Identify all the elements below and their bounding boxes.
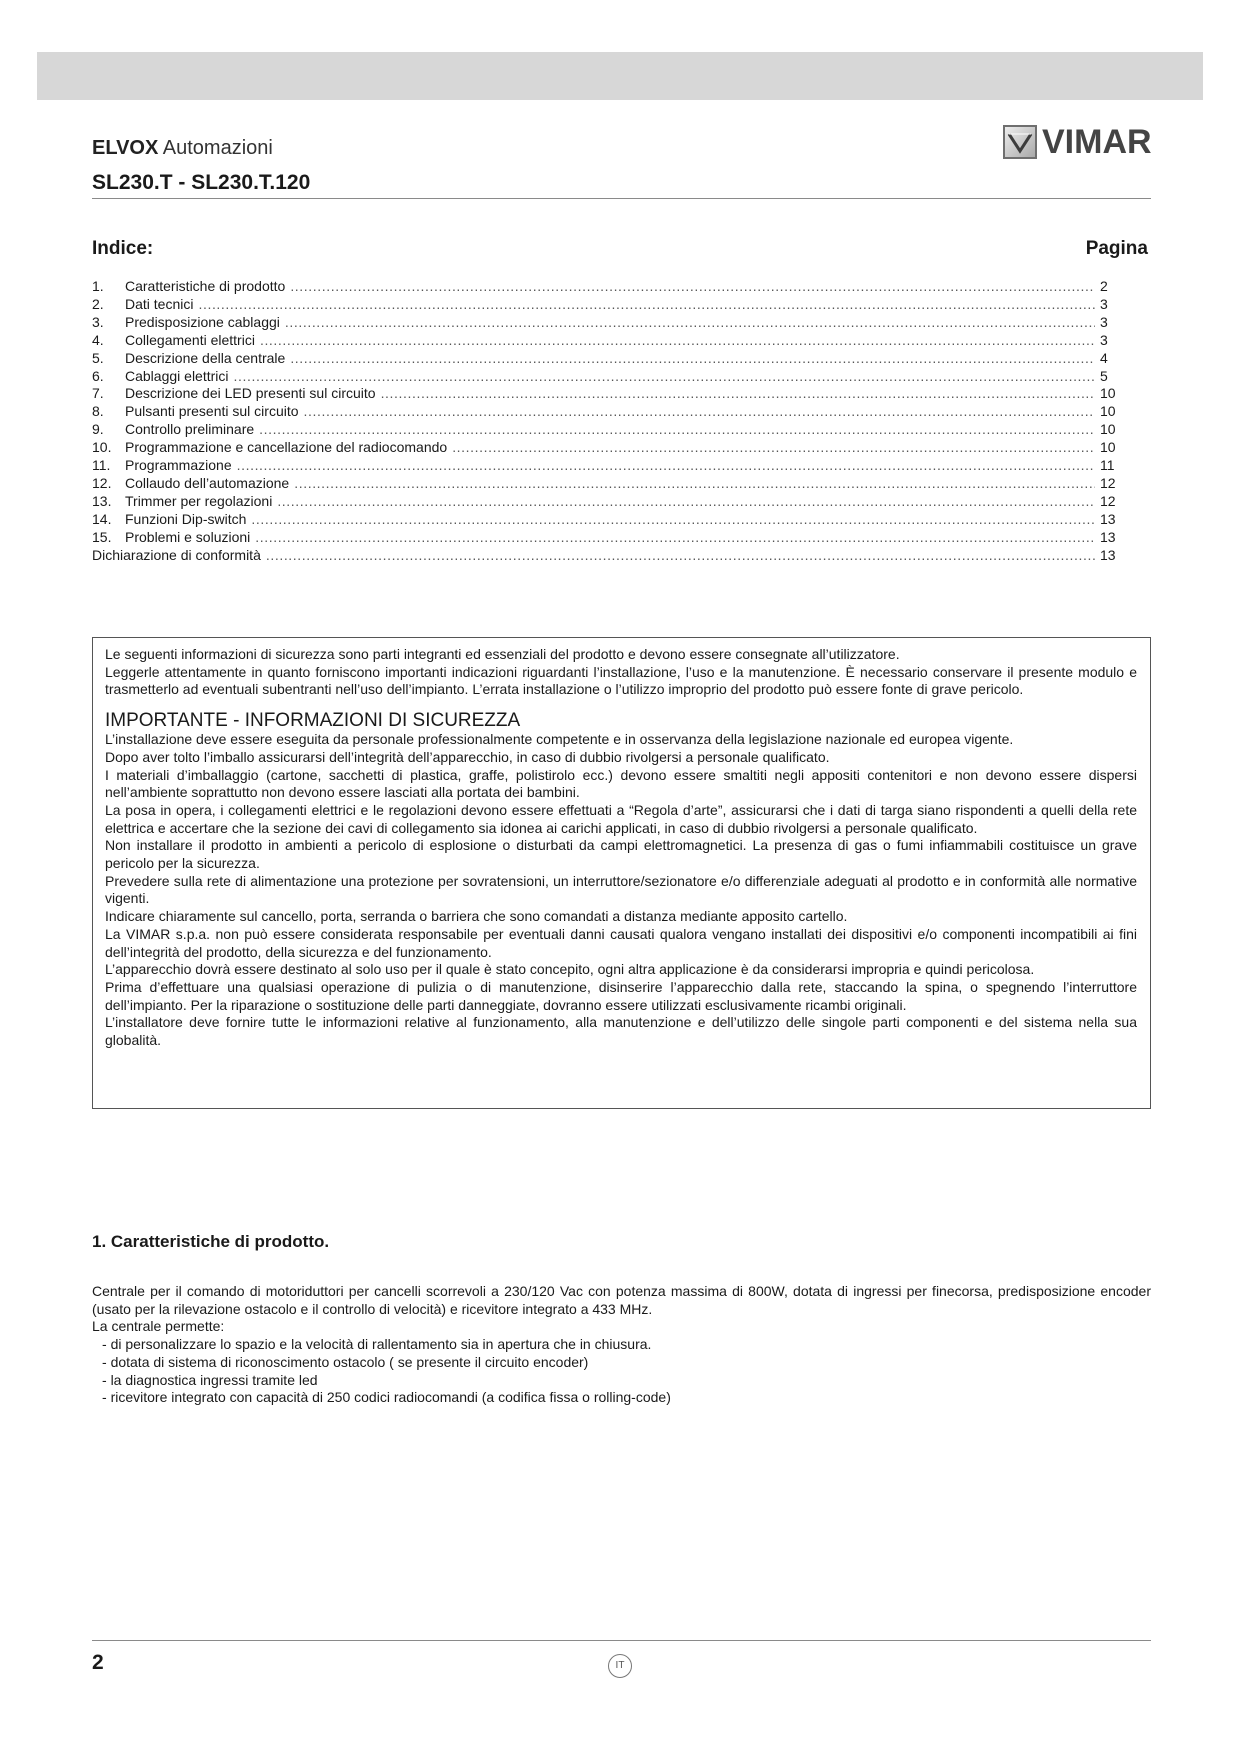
- toc-item-page: 13: [1100, 528, 1116, 545]
- toc-item-label: Programmazione e cancellazione del radiocomando: [125, 439, 448, 456]
- toc-item-label: Caratteristiche di prodotto: [125, 278, 286, 294]
- toc-leader-dots: [290, 350, 1095, 368]
- toc-item-number: 14.: [92, 510, 112, 527]
- toc-item-declaration[interactable]: [92, 547, 1122, 565]
- brand-light: Automazioni: [162, 137, 273, 159]
- toc-item-page: 10: [1100, 385, 1116, 402]
- toc-item[interactable]: [92, 529, 1122, 547]
- toc-item-label: Dichiarazione di conformità: [92, 546, 261, 563]
- toc-item-number: 6.: [92, 367, 104, 384]
- vimar-logo-icon: [1003, 125, 1037, 159]
- toc-item-number: 8.: [92, 403, 104, 420]
- toc-item-page: 3: [1100, 313, 1108, 330]
- toc-leader-dots: [234, 368, 1096, 386]
- safety-paragraph: Prevedere sulla rete di alimentazione una protezione per sovratensioni, un interruttore/sezionatore e/o differenziale adeguati al prodotto e in conformità alle normative vigenti.: [105, 872, 1137, 907]
- table-of-contents: [92, 278, 1122, 565]
- toc-item-number: 3.: [92, 313, 104, 330]
- toc-leader-dots: [251, 511, 1095, 529]
- safety-intro-line: Le seguenti informazioni di sicurezza sono parti integranti ed essenziali del prodotto e devono essere consegnate all’utilizzatore.: [105, 646, 900, 662]
- toc-leader-dots: [294, 475, 1095, 493]
- safety-paragraph: Non installare il prodotto in ambienti a pericolo di esplosione o disturbati da campi elettromagnetici. La presenza di gas o fumi infiammabili costituisce un grave pericolo per la sicurezza.: [105, 837, 1137, 872]
- index-page-label: Pagina: [1085, 238, 1148, 259]
- toc-item[interactable]: [92, 439, 1122, 457]
- toc-leader-dots: [285, 314, 1095, 332]
- toc-leader-dots: [277, 493, 1095, 511]
- toc-item-label: Predisposizione cablaggi: [125, 313, 280, 330]
- toc-leader-dots: [304, 403, 1095, 421]
- section-body: [92, 1283, 1151, 1407]
- toc-item[interactable]: [92, 511, 1122, 529]
- toc-item-number: 15.: [92, 528, 112, 545]
- toc-leader-dots: [290, 278, 1095, 296]
- list-item: - di personalizzare lo spazio e la velocità di rallentamento sia in apertura che in chiusura.: [92, 1336, 1151, 1354]
- toc-item-page: 10: [1100, 439, 1116, 456]
- toc-item-page: 10: [1100, 421, 1116, 438]
- list-item: - ricevitore integrato con capacità di 250 codici radiocomandi (a codifica fissa o rolling-code): [92, 1389, 1151, 1407]
- toc-item[interactable]: [92, 332, 1122, 350]
- toc-item-number: 11.: [92, 457, 111, 474]
- safety-paragraph: L’installazione deve essere eseguita da personale professionalmente competente e in osservanza della legislazione nazionale ed europea vigente.: [105, 731, 1014, 748]
- vimar-logo: [1003, 125, 1152, 159]
- toc-leader-dots: [452, 439, 1095, 457]
- toc-item[interactable]: [92, 296, 1122, 314]
- safety-paragraph: La VIMAR s.p.a. non può essere considerata responsabile per eventuali danni causati qualora vengano installati dei dispositivi e/o componenti incompatibili ai fini dell’integrità del prodotto, della sicurezza e del funzionamento.: [105, 925, 1137, 960]
- list-item: - dotata di sistema di riconoscimento ostacolo ( se presente il circuito encoder): [92, 1354, 1151, 1372]
- toc-item-label: Collaudo dell’automazione: [125, 474, 290, 491]
- toc-item-label: Trimmer per regolazioni: [125, 492, 273, 509]
- safety-information-box: [92, 637, 1151, 1109]
- toc-leader-dots: [260, 332, 1095, 350]
- toc-item[interactable]: [92, 403, 1122, 421]
- toc-item-page: 12: [1100, 474, 1116, 491]
- index-title: Indice:: [92, 238, 154, 259]
- safety-paragraph: L’installatore deve fornire tutte le informazioni relative al funzionamento, alla manutenzione e dell’utilizzo delle singole parti componenti e del sistema nella sua globalità.: [105, 1014, 1137, 1049]
- toc-leader-dots: [259, 421, 1095, 439]
- toc-item-number: 7.: [92, 385, 104, 402]
- vimar-logo-text: VIMAR: [1042, 123, 1152, 161]
- toc-item[interactable]: [92, 314, 1122, 332]
- toc-item-page: 5: [1100, 367, 1108, 384]
- toc-item-page: 3: [1100, 331, 1108, 348]
- toc-item-label: Descrizione dei LED presenti sul circuito: [125, 385, 376, 402]
- toc-item-number: 5.: [92, 349, 104, 366]
- header-divider: [92, 198, 1151, 199]
- safety-paragraph: Indicare chiaramente sul cancello, porta, serranda o barriera che sono comandati a distanza mediante apposito cartello.: [105, 908, 848, 925]
- toc-item-number: 10.: [92, 439, 112, 456]
- toc-item-label: Collegamenti elettrici: [125, 331, 255, 348]
- toc-leader-dots: [266, 547, 1095, 565]
- toc-item[interactable]: [92, 493, 1122, 511]
- toc-item-number: 4.: [92, 331, 104, 348]
- toc-item[interactable]: [92, 475, 1122, 493]
- footer-divider: [92, 1640, 1151, 1641]
- safety-paragraph: La posa in opera, i collegamenti elettrici e le regolazioni devono essere effettuati a “Regola d’arte”, assicurarsi che i dati di targa siano rispondenti a quelli della rete elettrica e accertare che la sezione dei cavi di collegamento sia idonea ai carichi applicati, in caso di dubbio rivolgersi a personale qualificato.: [105, 801, 1137, 836]
- toc-item-page: 13: [1100, 510, 1116, 527]
- toc-item[interactable]: [92, 421, 1122, 439]
- toc-item-label: Descrizione della centrale: [125, 349, 286, 366]
- safety-paragraph: I materiali d’imballaggio (cartone, sacchetti di plastica, graffe, polistirolo ecc.) devono essere smaltiti negli appositi contenitori e non devono essere dispersi nell’ambiente soprattutto non devono essere lasciati alla portata dei bambini.: [105, 766, 1137, 801]
- toc-item-label: Problemi e soluzioni: [125, 528, 251, 545]
- section-lead: La centrale permette:: [92, 1318, 225, 1335]
- toc-item[interactable]: [92, 385, 1122, 403]
- toc-item-page: 12: [1100, 492, 1116, 509]
- toc-leader-dots: [381, 385, 1095, 403]
- section-title: 1. Caratteristiche di prodotto.: [92, 1232, 330, 1251]
- toc-item-page: 10: [1100, 403, 1116, 420]
- toc-item-number: 12.: [92, 474, 112, 491]
- toc-item-number: 1.: [92, 278, 104, 294]
- toc-leader-dots: [198, 296, 1095, 314]
- product-model-title: SL230.T - SL230.T.120: [92, 171, 311, 194]
- toc-item-label: Programmazione: [125, 457, 232, 474]
- toc-item-page: 3: [1100, 295, 1108, 312]
- toc-item-label: Cablaggi elettrici: [125, 367, 229, 384]
- toc-item-label: Dati tecnici: [125, 295, 194, 312]
- toc-item-label: Controllo preliminare: [125, 421, 255, 438]
- section-paragraph: Centrale per il comando di motoriduttori per cancelli scorrevoli a 230/120 Vac con potenza massima di 800W, dotata di ingressi per finecorsa, predisposizione encoder (usato per la rilevazione ostacolo e il controllo di velocità) e ricevitore integrato a 433 MHz.: [92, 1283, 1151, 1317]
- language-badge: IT: [608, 1654, 632, 1678]
- toc-item[interactable]: [92, 457, 1122, 475]
- toc-item-page: 13: [1100, 546, 1116, 563]
- safety-intro-paragraph: Leggerle attentamente in quanto forniscono importanti indicazioni riguardanti l’installazione, l’uso e la manutenzione. È necessario conservare il presente modulo e trasmetterlo ad eventuali subentranti nell’uso dell’impianto. L’errata installazione o l’utilizzo improprio del prodotto può essere fonte di grave pericolo.: [105, 663, 1137, 698]
- toc-item[interactable]: [92, 278, 1122, 296]
- page-number: 2: [92, 1651, 104, 1674]
- brand-bold: ELVOX: [92, 137, 159, 159]
- top-gray-bar: [37, 52, 1203, 100]
- toc-item-number: 9.: [92, 421, 104, 438]
- toc-item-label: Funzioni Dip-switch: [125, 510, 247, 527]
- toc-item-number: 13.: [92, 492, 112, 509]
- safety-paragraph: L’apparecchio dovrà essere destinato al solo uso per il quale è stato concepito, ogni altra applicazione è da considerarsi impropria e quindi pericolosa.: [105, 961, 1035, 978]
- toc-item[interactable]: [92, 350, 1122, 368]
- toc-item-page: 11: [1100, 457, 1115, 474]
- list-item: - la diagnostica ingressi tramite led: [92, 1372, 1151, 1390]
- toc-item-number: 2.: [92, 295, 104, 312]
- safety-heading: IMPORTANTE - INFORMAZIONI DI SICUREZZA: [105, 710, 521, 732]
- toc-item[interactable]: [92, 368, 1122, 386]
- feature-list: [92, 1336, 1151, 1407]
- safety-paragraph: Dopo aver tolto l’imballo assicurarsi dell’integrità dell’apparecchio, in caso di dubbio rivolgersi a personale qualificato.: [105, 748, 830, 765]
- toc-item-label: Pulsanti presenti sul circuito: [125, 403, 299, 420]
- toc-item-page: 4: [1100, 349, 1108, 366]
- toc-item-page: 2: [1100, 278, 1108, 294]
- toc-leader-dots: [237, 457, 1095, 475]
- safety-paragraph: Prima d’effettuare una qualsiasi operazione di pulizia o di manutenzione, disinserire l’apparecchio dalla rete, staccando la spina, o spegnendo l’interruttore dell’impianto. Per la riparazione o sostituzione delle parti danneggiate, dovranno essere utilizzati esclusivamente ricambi originali.: [105, 978, 1137, 1013]
- brand-name: [92, 137, 273, 160]
- toc-leader-dots: [255, 529, 1095, 547]
